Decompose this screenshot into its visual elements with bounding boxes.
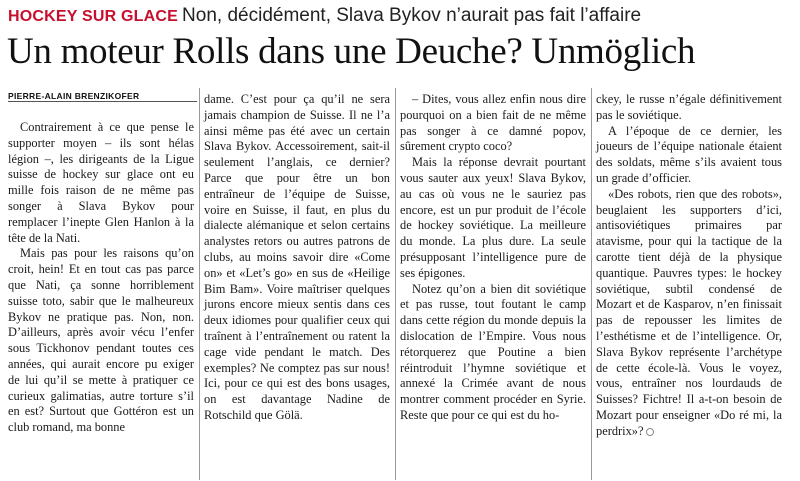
paragraph: ckey, le russe n’égale définitivement pas le soviétique. [596, 92, 782, 122]
paragraph: dame. C’est pour ça qu’il ne sera jamais champion de Suisse. Il ne l’a ainsi même pas été avec un certain Slava Bykov. Accessoirement, sait-il seulement l’anglais, ce dernier? Parce que pour être un bon entraîneur de l’équipe de Suisse, voire en Suisse, il faut, en plus du dialecte alémanique et selon certains analystes retors ou autres patrons de clubs, au moins savoir dire «Come on» et «Let’s go» en sus de «Heilige Bim Bam». Voire maîtriser quelques jurons encore mieux sentis dans ces deux idiomes pour qualifier ceux qui traînent à l’entraînement ou ratent la cage vide pendant le match. Des exemples? Ne comptez pas sur nous! Ici, pour ce qui est des bons usages, on est davantage Nadine de Rotschild que Gölä. [204, 92, 390, 422]
headline: Un moteur Rolls dans une Deuche? Unmöglich [7, 31, 696, 72]
paragraph-text: «Des robots, rien que des robots», beuglaient les supporters d’ici, antisoviétiques primaires par atavisme, pour qui la tactique de la carotte tient déjà de la physique quantique. Pauvres types: le hockey soviétique, subtil condensé de Mozart et de Kasparov, n’en finissait pas de repousser les limites de l’esthétisme et de l’intelligence. Or, Slava Bykov représente l’archétype de cette école-là. Vous le voyez, vous, entraîner nos lourdauds de Suisses? Fichtre! Il a-t-on besoin de Mozart pour enseigner «Do ré mi, la perdrix»? [596, 186, 782, 438]
paragraph [596, 187, 782, 440]
article-column-3 [400, 92, 586, 424]
paragraph: Contrairement à ce que pense le supporter moyen – ils sont hélas légion –, les dirigeants de la Ligue suisse de hockey sur glace ont eu mille fois raison de ne même pas songer à Slava Bykov pour remplacer l’inepte Glen Hanlon à la tête de la Nati. [8, 120, 194, 245]
paragraph: – Dites, vous allez enfin nous dire pourquoi on a bien fait de ne même pas songer à ce damné popov, sûrement crypto coco? [400, 92, 586, 154]
paragraph: Notez qu’on a bien dit soviétique et pas russe, tout foutant le camp dans cette région du monde depuis la dislocation de l’Empire. Vous nous rétorquerez que Poutine a bien réintroduit l’hymne soviétique et annexé la Crimée avant de nous montrer comment procéder en Syrie. Reste que pour ce qui est du ho- [400, 281, 586, 422]
byline-rule [8, 101, 197, 102]
subtitle: Non, décidément, Slava Bykov n’aurait pas fait l’affaire [182, 5, 642, 26]
paragraph: Mais pas pour les raisons qu’on croit, hein! Et en tout cas pas parce que Nati, ça sonne horriblement suisse toto, sabir que le malheureux Bykov ne pratique pas. Non, non. D’ailleurs, après avoir vécu l’enfer sous Tickhonov pendant toutes ces années, qui aurait encore pu exiger de lui qu’il se mette à pratiquer ce curieux galimatias, autre torture s’il en est? Surtout que Gottéron est un club romand, ma bonne [8, 246, 194, 435]
byline: PIERRE-ALAIN BRENZIKOFER [8, 91, 140, 101]
end-of-article-circle-icon [646, 428, 654, 436]
paragraph: A l’époque de ce dernier, les joueurs de l’équipe nationale étaient des soldats, même s’ils avaient tous un grade d’officier. [596, 123, 782, 185]
article-column-2 [204, 92, 390, 424]
kicker [8, 5, 641, 29]
article-column-4 [596, 92, 782, 440]
section-rubric: HOCKEY SUR GLACE [8, 8, 179, 25]
column-divider [591, 88, 592, 480]
paragraph: Mais la réponse devrait pourtant vous sauter aux yeux! Slava Bykov, au cas où vous ne le sauriez pas encore, est un pur produit de l’école de hockey soviétique. La meilleure du monde. La plus dure. La seule présupposant l’intelligence pure de ses épigones. [400, 155, 586, 280]
column-divider [199, 88, 200, 480]
column-divider [395, 88, 396, 480]
article-column-1 [8, 120, 194, 436]
